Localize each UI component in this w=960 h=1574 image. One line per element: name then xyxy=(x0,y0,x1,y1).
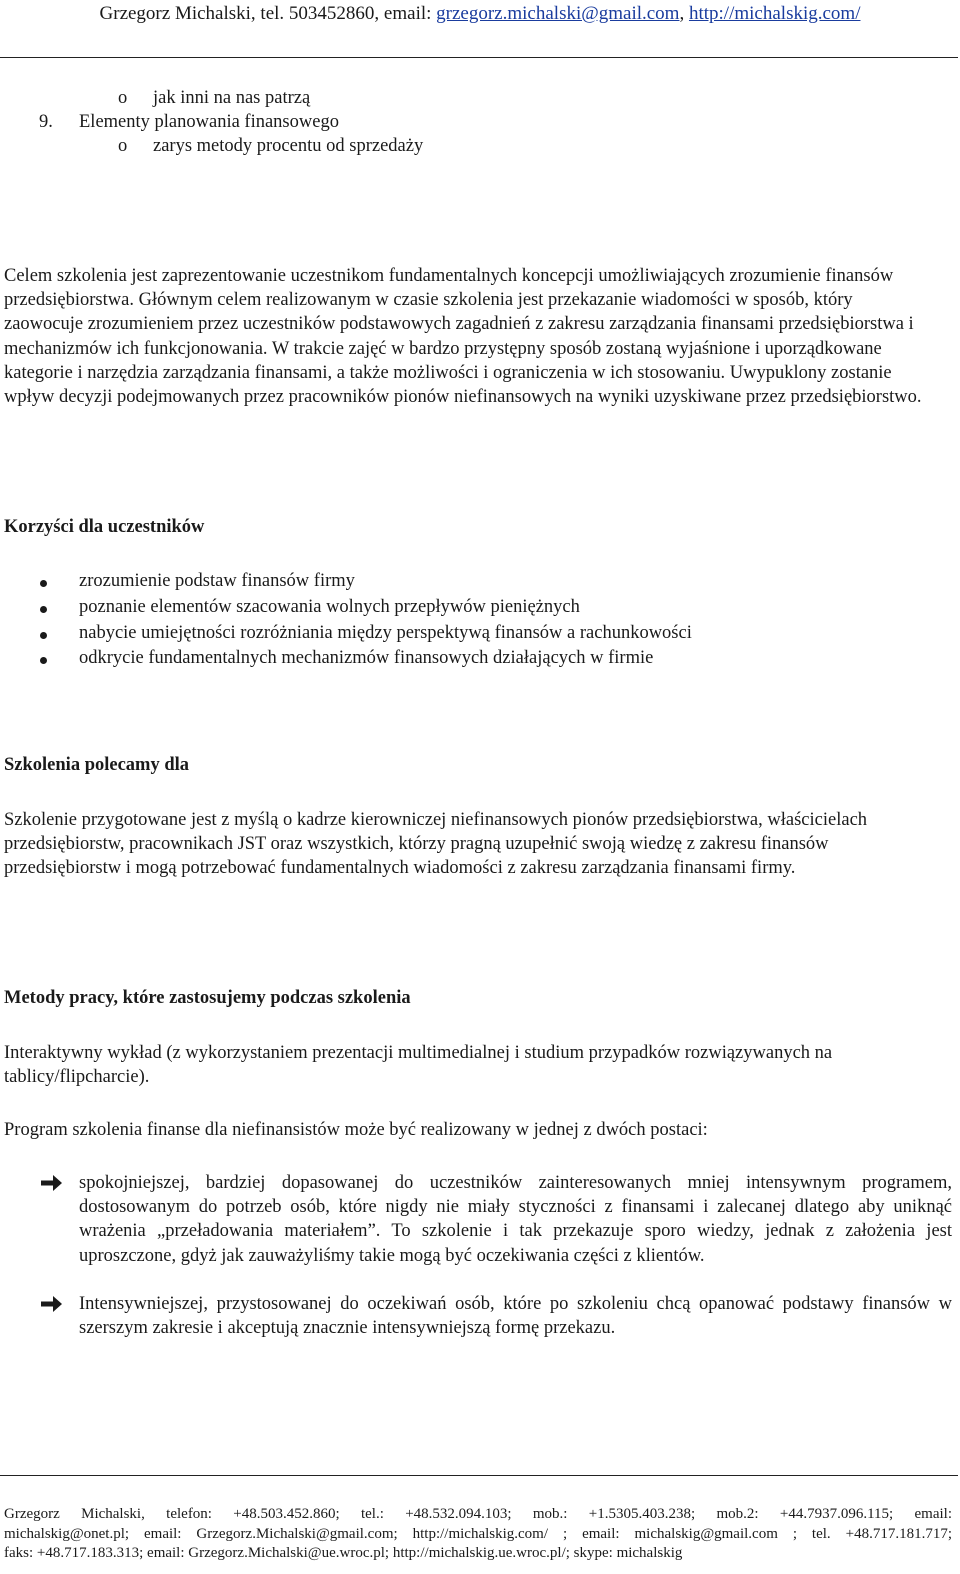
header-url-link[interactable]: http://michalskig.com/ xyxy=(688,3,861,24)
bullet-icon xyxy=(40,657,47,664)
bullet-icon xyxy=(40,580,47,587)
arrow-right-icon xyxy=(40,1292,64,1316)
arrow-right-icon xyxy=(40,1171,64,1195)
methods-paragraph: Interaktywny wykład (z wykorzystaniem prezentacji multimedialnej i studium przypadków rozwiązywanych na tablicy/flipcharcie). xyxy=(4,1043,833,1088)
list-item-text: nabycie umiejętności rozróżniania między perspektywą finansów a rachunkowości xyxy=(79,623,692,643)
sub-marker: o xyxy=(118,136,128,156)
bullet-icon xyxy=(40,632,47,639)
program-paragraph: Program szkolenia finanse dla niefinansistów może być realizowany w jednej z dwóch postaci: xyxy=(4,1120,708,1140)
footer-divider xyxy=(0,1475,958,1476)
methods-heading: Metody pracy, które zastosujemy podczas szkolenia xyxy=(4,988,411,1008)
sub-text: zarys metody procentu od sprzedaży xyxy=(153,136,424,156)
header-separator: , xyxy=(679,3,689,24)
benefits-heading: Korzyści dla uczestników xyxy=(4,517,205,537)
header-divider xyxy=(0,57,958,58)
item-number: 9. xyxy=(39,112,53,132)
list-item-text: zrozumienie podstaw finansów firmy xyxy=(79,571,355,591)
page-header xyxy=(0,3,960,25)
list-item-text: Intensywniejszej, przystosowanej do oczekiwań osób, które po szkoleniu chcą opanować podstawy finansów w szerszym zakresie i akceptują znacznie intensywniejszą formę przekazu. xyxy=(79,1294,952,1339)
list-item-text: poznanie elementów szacowania wolnych przepływów pieniężnych xyxy=(79,597,580,617)
page-footer xyxy=(4,1505,952,1564)
audience-heading: Szkolenia polecamy dla xyxy=(4,755,190,775)
footer-line: Grzegorz Michalski, telefon: +48.503.452.860; tel.: +48.532.094.103; mob.: +1.5305.403.238; mob.2: +44.7937.096.115; email: xyxy=(4,1506,952,1522)
header-email-link[interactable]: grzegorz.michalski@gmail.com xyxy=(436,3,680,24)
list-item-text: odkrycie fundamentalnych mechanizmów finansowych działających w firmie xyxy=(79,648,654,668)
footer-line: faks: +48.717.183.313; email: Grzegorz.Michalski@ue.wroc.pl; http://michalskig.ue.wroc.pl/; skype: michalskig xyxy=(4,1545,683,1561)
bullet-icon xyxy=(40,606,47,613)
item-text: Elementy planowania finansowego xyxy=(79,112,339,132)
audience-paragraph: Szkolenie przygotowane jest z myślą o kadrze kierowniczej niefinansowych pionów przedsiębiorstwa, właścicielach przedsiębiorstw, pracownikach JST oraz wszystkich, którzy pragną uzupełnić swoją wiedzę z zakresu finansów przedsiębiorstw i mogą potrzebować fundamentalnych wiadomości z zakresu zarządzania finansami firmy. xyxy=(4,810,868,879)
header-contact-text: Grzegorz Michalski, tel. 503452860, email: xyxy=(99,3,437,24)
sub-text: jak inni na nas patrzą xyxy=(153,88,311,108)
footer-line: michalskig@onet.pl; email: Grzegorz.Michalski@gmail.com; http://michalskig.com/ ; email: michalskig@gmail.com ; tel. +48.717.181.717; xyxy=(4,1525,952,1542)
sub-marker: o xyxy=(118,88,128,108)
list-item-text: spokojniejszej, bardziej dopasowanej do uczestników zainteresowanych mniej intensywnym programem, dostosowanym do potrzeb osób, które nigdy nie miały styczności z finansami i zalecanej dlatego aby uniknąć wrażenia „przeładowania materiałem”. To szkolenie i tak przekazuje sporo wiedzy, jednak z założenia jest uproszczone, gdyż jak zauważyliśmy takie mogą być oczekiwania części z klientów. xyxy=(79,1173,952,1266)
intro-paragraph: Celem szkolenia jest zaprezentowanie uczestnikom fundamentalnych koncepcji umożliwiających zrozumienie finansów przedsiębiorstwa. Głównym celem realizowanym w czasie szkolenia jest przekazanie wiadomości w sposób, który zaowocuje zrozumieniem przez uczestników podstawowych zagadnień z zakresu zarządzania finansami przedsiębiorstwa i mechanizmów ich funkcjonowania. W trakcie zajęć w bardzo przystępny sposób zostaną wyjaśnione i uporządkowane kategorie i narzędzia zarządzania finansami, a także możliwości i ograniczenia w ich stosowaniu. Uwypuklony zostanie wpływ decyzji podejmowanych przez pracowników pionów niefinansowych na wyniki uzyskiwane przez przedsiębiorstwo. xyxy=(4,266,922,408)
